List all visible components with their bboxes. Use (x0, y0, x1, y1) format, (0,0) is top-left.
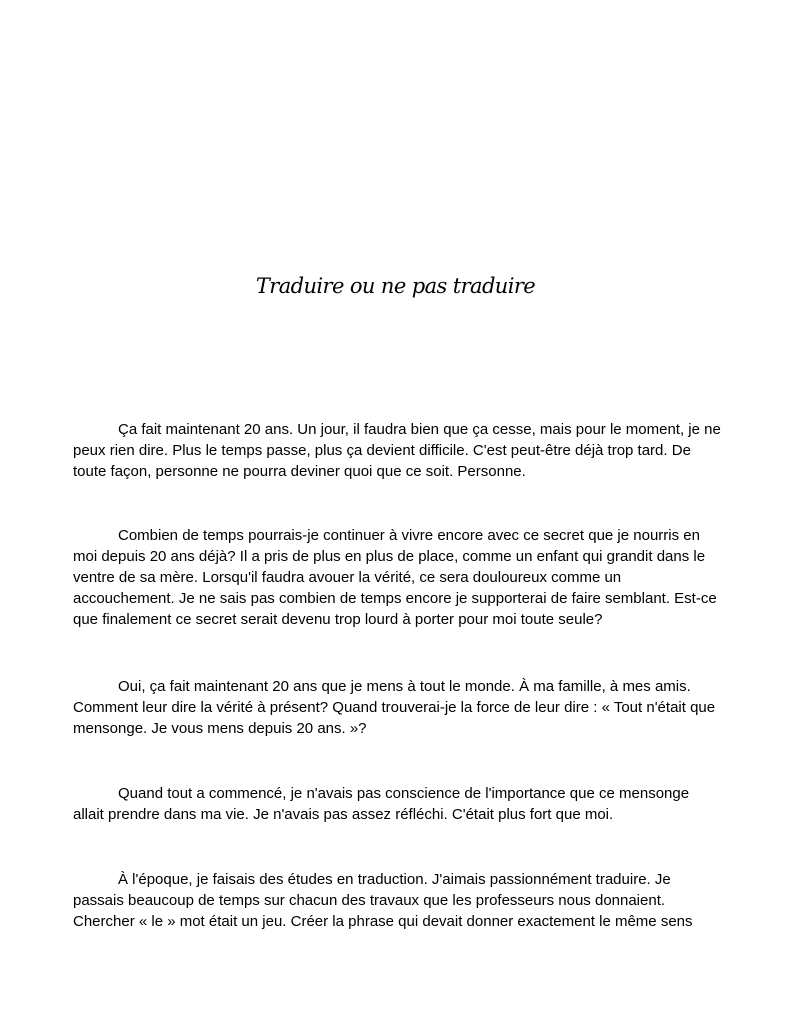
paragraph-4: Quand tout a commencé, je n'avais pas conscience de l'importance que ce mensonge allait prendre dans ma vie. Je n'avais pas assez réfléchi. C'était plus fort que moi. (73, 785, 690, 823)
paragraph-3: Oui, ça fait maintenant 20 ans que je mens à tout le monde. À ma famille, à mes amis. Comment leur dire la vérité à présent? Quand trouverai-je la force de leur dire : « Tout n'était que mensonge. Je vous mens depuis 20 ans. »? (73, 678, 716, 737)
paragraph-1: Ça fait maintenant 20 ans. Un jour, il faudra bien que ça cesse, mais pour le moment, je ne peux rien dire. Plus le temps passe, plus ça devient difficile. C'est peut-être déjà trop tard. De toute façon, personne ne pourra deviner quoi que ce soit. Personne. (73, 421, 721, 480)
paragraph-5: À l'époque, je faisais des études en traduction. J'aimais passionnément traduire. Je passais beaucoup de temps sur chacun des travaux que les professeurs nous donnaient. Chercher « le » mot était un jeu. Créer la phrase qui devait donner exactement le même sens (73, 871, 693, 930)
paragraph-2: Combien de temps pourrais-je continuer à vivre encore avec ce secret que je nourris en moi depuis 20 ans déjà? Il a pris de plus en plus de place, comme un enfant qui grandit dans le ventre de sa mère. Lorsqu'il faudra avouer la vérité, ce sera douloureux comme un accouchement. Je ne sais pas combien de temps encore je supporterai de faire semblant. Est-ce que finalement ce secret serait devenu trop lourd à porter pour moi toute seule? (73, 527, 717, 628)
document-title: Traduire ou ne pas traduire (255, 274, 536, 298)
